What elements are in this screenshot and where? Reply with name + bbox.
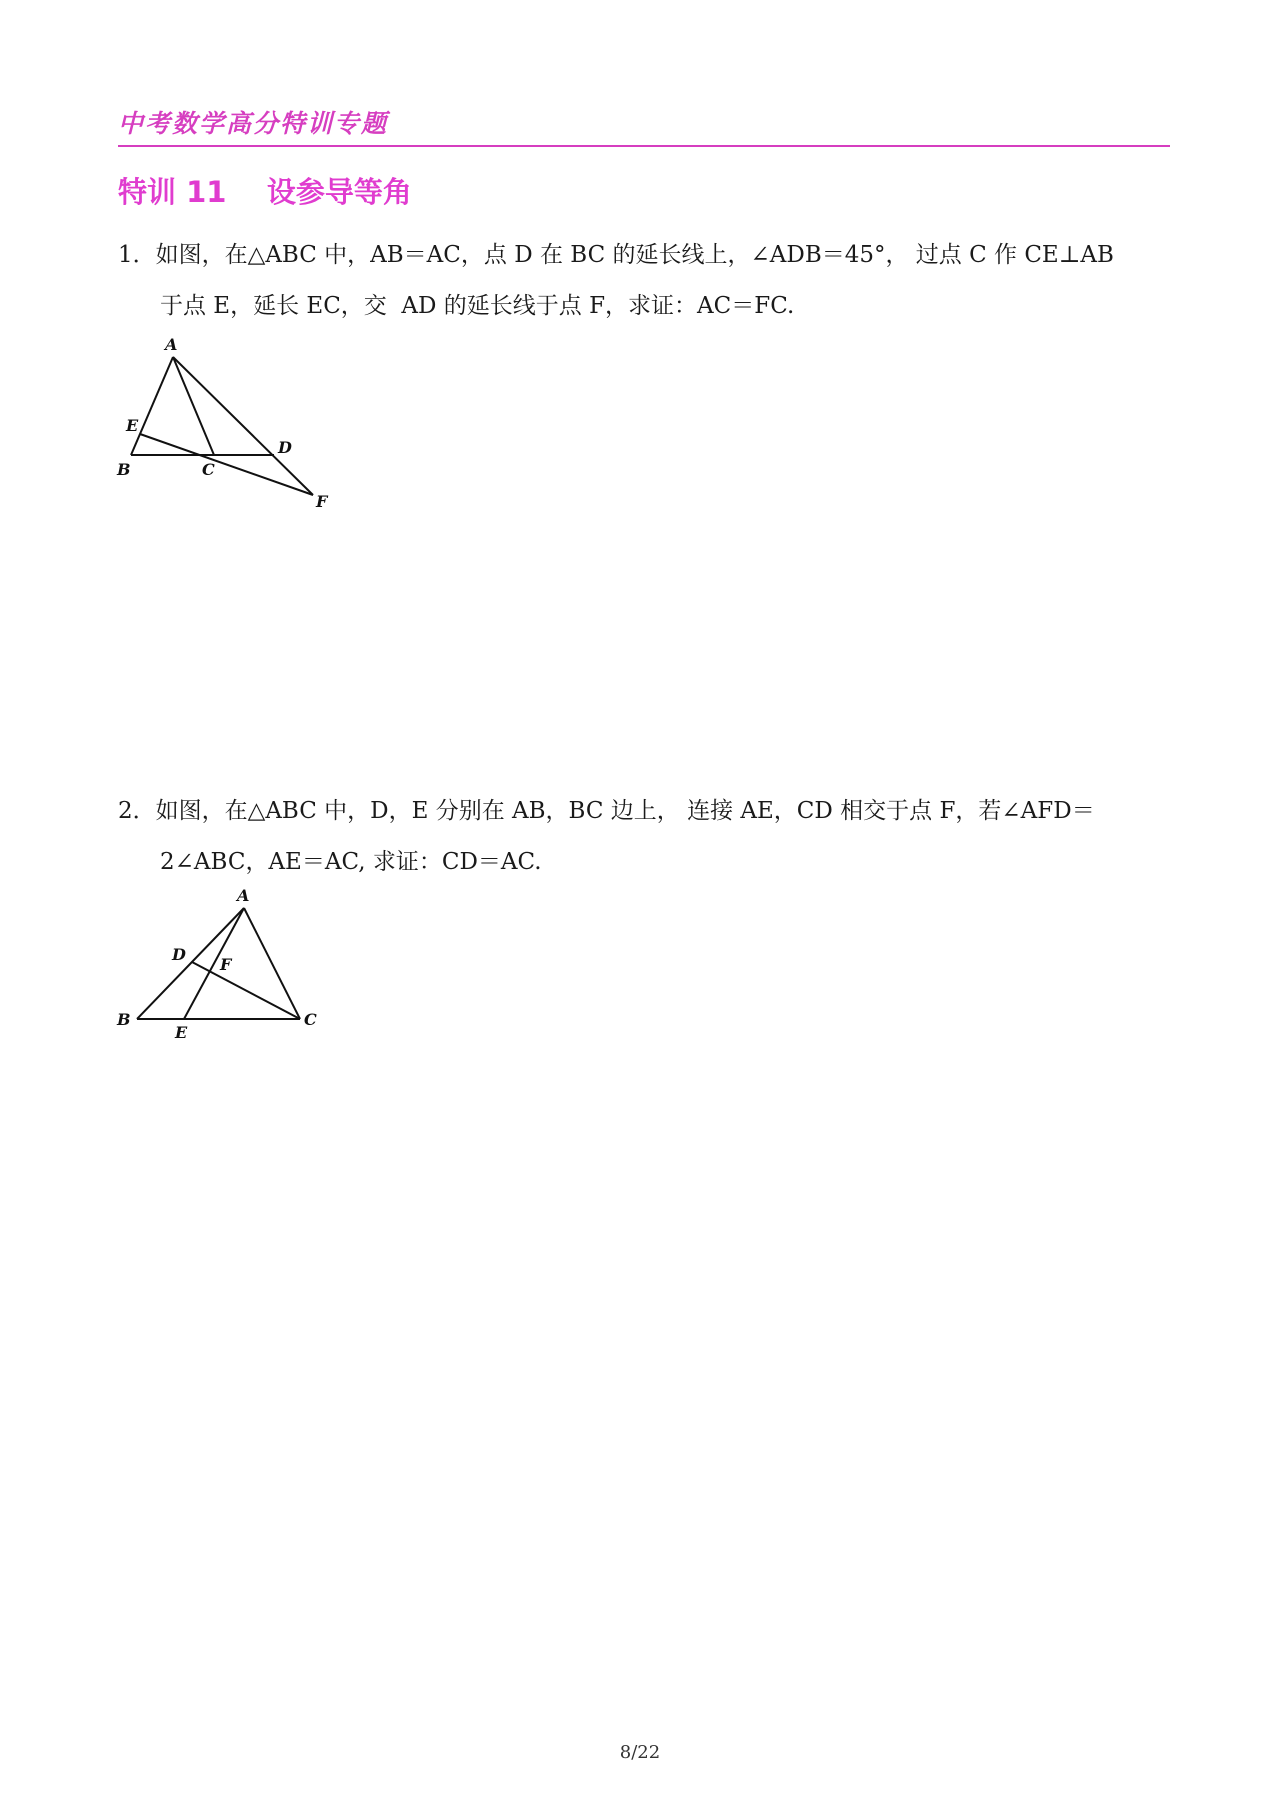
problem-2-line-1: 2．如图，在△ABC 中，D，E 分别在 AB，BC 边上， 连接 AE，CD 相交于点 F，若∠AFD＝ xyxy=(118,798,1095,824)
problem-1-line-2: 于点 E，延长 EC，交 AD 的延长线于点 F，求证：AC＝FC. xyxy=(160,293,795,319)
point-label-b: B xyxy=(117,1010,131,1029)
problem-1-line-1: 1．如图，在△ABC 中，AB＝AC，点 D 在 BC 的延长线上，∠ADB＝45°， 过点 C 作 CE⊥AB xyxy=(118,242,1114,268)
point-label-d: D xyxy=(172,945,186,964)
page-number: 8/22 xyxy=(619,1742,661,1763)
point-label-c: C xyxy=(202,460,215,479)
section-title: 特训 11 设参导等角 xyxy=(118,175,412,209)
segment-af xyxy=(173,357,313,495)
problem-2-line-2: 2∠ABC，AE＝AC, 求证：CD＝AC. xyxy=(160,849,542,875)
point-label-f: F xyxy=(316,492,328,511)
segment-cd xyxy=(192,962,300,1019)
header-title: 中考数学高分特训专题 xyxy=(118,109,389,138)
problem-2-figure xyxy=(110,882,340,1042)
point-label-a: A xyxy=(237,886,250,905)
point-label-f: F xyxy=(220,955,232,974)
point-label-b: B xyxy=(117,460,131,479)
point-label-e: E xyxy=(175,1023,188,1042)
problem-1-figure xyxy=(110,330,340,520)
point-label-d: D xyxy=(278,438,292,457)
point-label-a: A xyxy=(165,335,178,354)
segment-ac xyxy=(173,357,214,455)
point-label-c: C xyxy=(304,1010,317,1029)
header-divider xyxy=(118,145,1170,147)
point-label-e: E xyxy=(126,416,139,435)
segment-ab xyxy=(131,357,173,455)
segment-ac xyxy=(244,908,300,1019)
